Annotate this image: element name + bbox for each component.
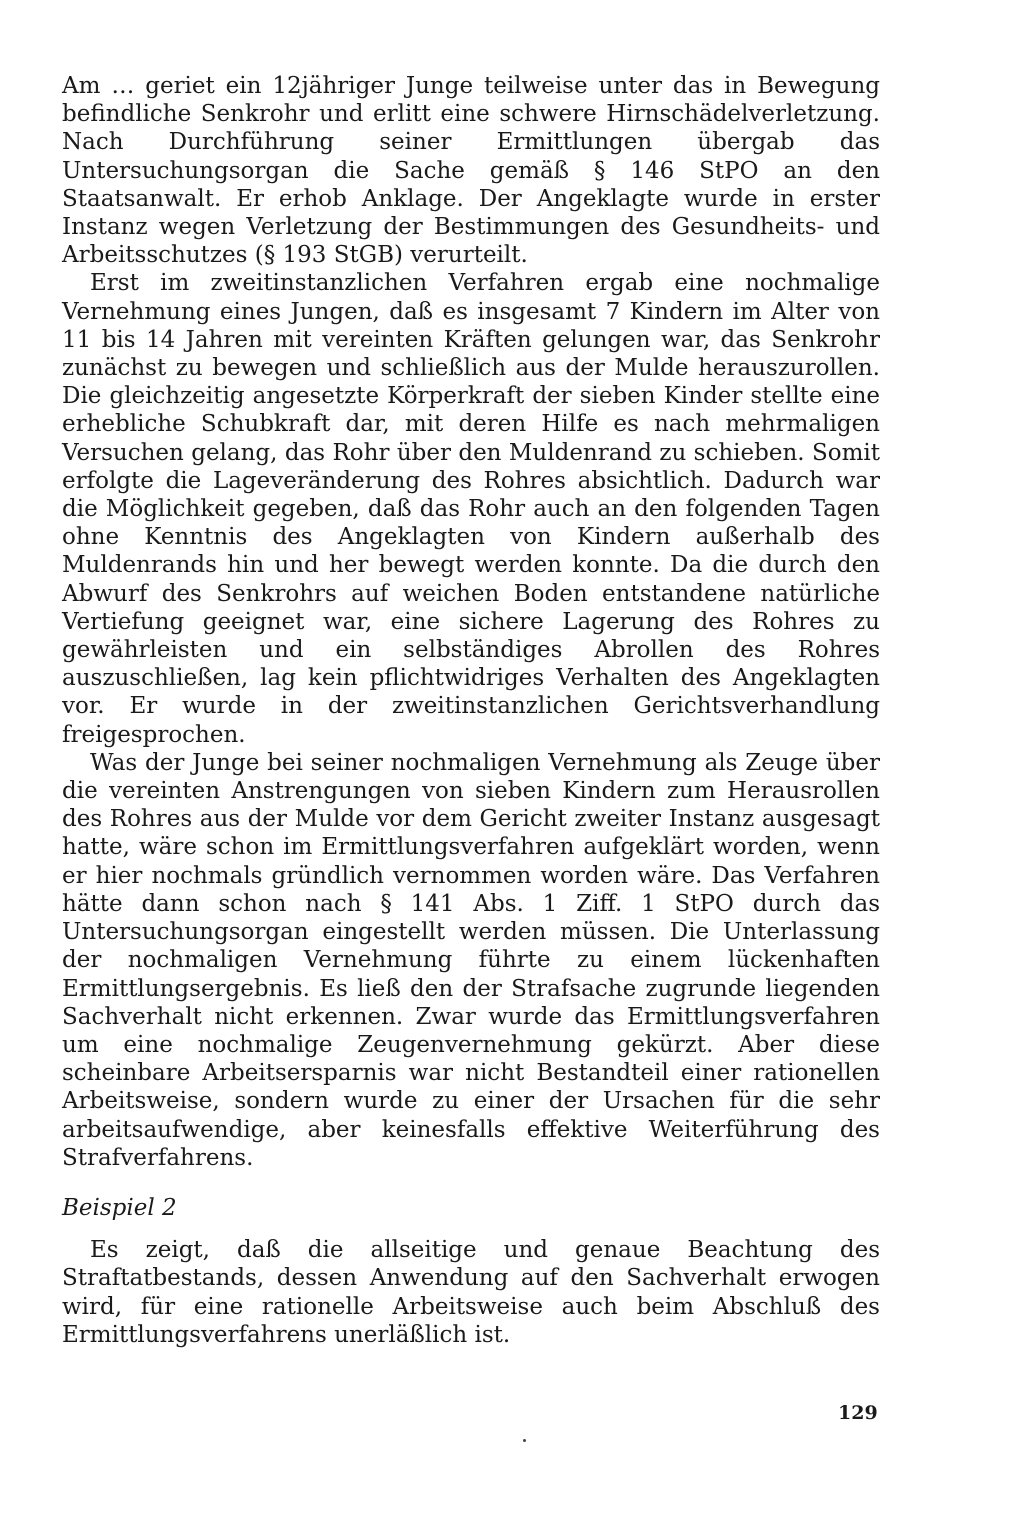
section-heading: Beispiel 2 (62, 1194, 177, 1221)
paragraph-case-facts: Am … geriet ein 12jähriger Junge teilweise unter das in Bewegung befindliche Senkrohr und erlitt eine schwere Hirnschädelverletzung. Nach Durchführung seiner Ermittlungen übergab das Untersuchungsorgan die Sache gemäß § 146 StPO an den Staatsanwalt. Er erhob Anklage. Der Angeklagte wurde in erster Instanz wegen Verletzung der Bestimmungen des Gesundheits- und Arbeitsschutzes (§ 193 StGB) verurteilt. (62, 73, 880, 269)
paragraph-analysis: Was der Junge bei seiner nochmaligen Vernehmung als Zeuge über die vereinten Anstrengungen von sieben Kindern zum Herausrollen des Rohres aus der Mulde vor dem Gericht zweiter Instanz ausgesagt hatte, wäre schon im Ermittlungsverfahren aufgeklärt worden, wenn er hier nochmals gründlich vernommen worden wäre. Das Verfahren hätte dann schon nach § 141 Abs. 1 Ziff. 1 StPO durch das Untersuchungsorgan eingestellt werden müssen. Die Unterlassung der nochmaligen Vernehmung führte zu einem lückenhaften Ermittlungsergebnis. Es ließ den der Strafsache zugrunde liegenden Sachverhalt nicht erkennen. Zwar wurde das Ermittlungsverfahren um eine nochmalige Zeugenvernehmung gekürzt. Aber diese scheinbare Arbeitsersparnis war nicht Bestandteil einer rationellen Arbeitsweise, sondern wurde zu einer der Ursachen für die sehr arbeitsaufwendige, aber keinesfalls effektive Weiterführung des Strafverfahrens. (62, 749, 880, 1171)
paragraph-example-2: Es zeigt, daß die allseitige und genaue Beachtung des Straftatbestands, dessen Anwendung auf den Sachverhalt erwogen wird, für eine rationelle Arbeitsweise auch beim Abschluß des Ermittlungsverfahrens unerläßlich ist. (62, 1237, 880, 1348)
page-body (62, 72, 880, 1349)
scan-speck (523, 1439, 526, 1442)
paragraph-second-instance: Erst im zweitinstanzlichen Verfahren ergab eine nochmalige Vernehmung eines Jungen, daß es insgesamt 7 Kindern im Alter von 11 bis 14 Jahren mit vereinten Kräften gelungen war, das Senkrohr zunächst zu bewegen und schließlich aus der Mulde herauszurollen. Die gleichzeitig angesetzte Körperkraft der sieben Kinder stellte eine erhebliche Schubkraft dar, mit deren Hilfe es nach mehrmaligen Versuchen gelang, das Rohr über den Muldenrand zu schieben. Somit erfolgte die Lageveränderung des Rohres absichtlich. Dadurch war die Möglichkeit gegeben, daß das Rohr auch an den folgenden Tagen ohne Kenntnis des Angeklagten von Kindern außerhalb des Muldenrands hin und her bewegt werden konnte. Da die durch den Abwurf des Senkrohrs auf weichen Boden entstandene natürliche Vertiefung geeignet war, eine sichere Lagerung des Rohres zu gewährleisten und ein selbständiges Abrollen des Rohres auszuschließen, lag kein pflichtwidriges Verhalten des Angeklagten vor. Er wurde in der zweitinstanzlichen Gerichtsverhandlung freigesprochen. (62, 270, 880, 748)
page-number: 129 (838, 1402, 878, 1424)
